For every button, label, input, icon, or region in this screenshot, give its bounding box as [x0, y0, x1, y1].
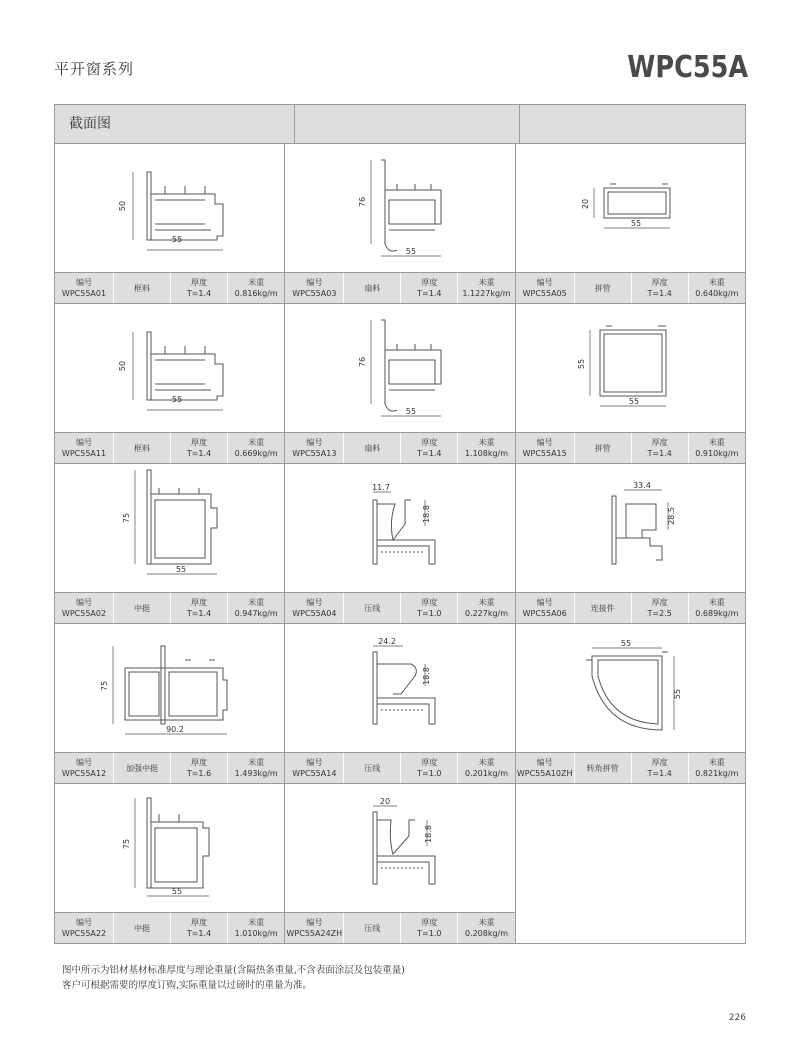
- profile-section-svg: [55, 464, 285, 592]
- profile-section-svg: [285, 784, 515, 912]
- profile-weight: 0.821kg/m: [695, 769, 739, 778]
- table-row: [55, 784, 745, 943]
- model-title: WPC55A: [627, 50, 748, 85]
- profile-cell: [285, 304, 515, 464]
- dimension-label: 24.2: [378, 637, 397, 646]
- section-title: 截面图: [55, 105, 295, 143]
- code-col: [285, 273, 344, 303]
- profile-cell: [285, 464, 515, 624]
- profile-section-svg: [516, 624, 746, 752]
- weight-label: 米重: [248, 918, 265, 927]
- code-label: 编号: [306, 918, 323, 927]
- thickness-col: [171, 753, 228, 783]
- code-col: [55, 753, 114, 783]
- profile-info: [516, 592, 745, 624]
- profile-thickness: T=1.4: [647, 449, 672, 458]
- dimension-label: 55: [620, 639, 631, 648]
- thickness-col: [171, 593, 228, 623]
- profile-drawing: [285, 144, 514, 272]
- profile-drawing: [55, 624, 284, 752]
- code-label: 编号: [76, 918, 92, 927]
- weight-label: 米重: [708, 278, 725, 287]
- profile-weight: 0.910kg/m: [695, 449, 739, 458]
- code-col: [285, 433, 344, 463]
- thickness-label: 厚度: [191, 598, 207, 607]
- profile-cell: [285, 784, 515, 943]
- profile-info: [55, 752, 284, 784]
- dimension-label: 55: [171, 887, 183, 896]
- profile-name: 扇料: [364, 443, 381, 453]
- table-row: [55, 464, 745, 624]
- profile-cell: [55, 464, 285, 624]
- weight-label: 米重: [478, 438, 495, 447]
- thickness-label: 厚度: [651, 278, 668, 287]
- dimension-label: 55: [406, 407, 417, 416]
- thickness-label: 厚度: [421, 918, 438, 927]
- weight-label: 米重: [248, 278, 265, 287]
- profile-name: 框料: [134, 443, 150, 453]
- profile-drawing: [285, 624, 514, 752]
- profile-weight: 1.1227kg/m: [462, 289, 511, 298]
- profile-section-svg: [516, 144, 746, 272]
- profile-drawing: [55, 304, 284, 432]
- profile-thickness: T=1.4: [186, 929, 212, 938]
- profile-code: WPC55A04: [292, 609, 337, 618]
- profile-cell: [55, 144, 285, 304]
- weight-col: [458, 753, 514, 783]
- thickness-label: 厚度: [651, 438, 668, 447]
- code-label: 编号: [306, 598, 323, 607]
- thickness-label: 厚度: [421, 598, 438, 607]
- profile-name: 连接件: [590, 603, 615, 613]
- profile-cell: [55, 304, 285, 464]
- code-col: [55, 913, 114, 943]
- profile-drawing: [516, 304, 745, 432]
- thickness-col: [401, 273, 458, 303]
- thickness-col: [171, 433, 228, 463]
- profile-thickness: T=1.6: [186, 769, 212, 778]
- dimension-label: 55: [171, 235, 183, 244]
- note-line: 图中所示为铝材基材标准厚度与理论重量(含隔热条重量,不含表面涂层及包装重量): [62, 965, 405, 976]
- profile-code: WPC55A11: [61, 449, 107, 458]
- thickness-col: [171, 913, 228, 943]
- name-col: [575, 593, 632, 623]
- profile-name: 转角拼管: [586, 763, 619, 773]
- profile-name: 加强中挺: [126, 763, 158, 773]
- code-col: [55, 433, 114, 463]
- profile-drawing: [55, 144, 284, 272]
- name-col: [344, 753, 401, 783]
- weight-col: [689, 753, 745, 783]
- weight-label: 米重: [248, 598, 265, 607]
- profile-info: [285, 272, 514, 304]
- dimension-label: 18.8: [424, 825, 434, 843]
- code-label: 编号: [306, 278, 323, 287]
- dimension-label: 55: [576, 358, 586, 370]
- profile-info: [55, 272, 284, 304]
- profile-thickness: T=1.0: [417, 769, 442, 778]
- profile-thickness: T=1.4: [417, 449, 442, 458]
- dimension-label: 90.2: [166, 725, 184, 734]
- name-col: [114, 913, 171, 943]
- thickness-label: 厚度: [191, 438, 207, 447]
- code-label: 编号: [76, 598, 92, 607]
- name-col: [344, 593, 401, 623]
- thickness-col: [401, 913, 458, 943]
- name-col: [344, 273, 401, 303]
- profile-name: 压线: [364, 603, 381, 613]
- profile-name: 扇料: [364, 283, 381, 293]
- weight-col: [689, 273, 745, 303]
- dimension-label: 18.8: [422, 505, 432, 523]
- dimension-label: 75: [100, 680, 109, 692]
- profile-info: [55, 432, 284, 464]
- code-label: 编号: [306, 438, 323, 447]
- thickness-col: [401, 593, 458, 623]
- code-label: 编号: [76, 758, 92, 767]
- profile-drawing: [55, 784, 284, 912]
- code-label: 编号: [536, 758, 553, 767]
- weight-label: 米重: [708, 438, 725, 447]
- table-row: [55, 144, 745, 304]
- profile-info: [285, 912, 514, 943]
- profile-info: [516, 912, 745, 942]
- profile-weight: 0.201kg/m: [464, 769, 509, 778]
- profile-cell: [516, 784, 745, 943]
- weight-col: [228, 273, 284, 303]
- profile-section-svg: [516, 464, 746, 592]
- thickness-label: 厚度: [651, 758, 668, 767]
- thickness-label: 厚度: [421, 758, 438, 767]
- profile-code: WPC55A24ZH: [286, 929, 343, 938]
- dimension-label: 75: [122, 512, 131, 524]
- weight-label: 米重: [478, 598, 495, 607]
- profile-code: WPC55A13: [292, 449, 337, 458]
- name-col: [114, 753, 171, 783]
- table-row: [55, 304, 745, 464]
- profile-name: 拼管: [594, 283, 611, 293]
- profile-table: [54, 104, 746, 944]
- thickness-label: 厚度: [421, 278, 438, 287]
- weight-col: [228, 433, 284, 463]
- profile-drawing: [516, 624, 745, 752]
- name-col: [575, 273, 632, 303]
- dimension-label: 33.4: [632, 481, 651, 490]
- profile-info: [285, 432, 514, 464]
- code-col: [516, 753, 575, 783]
- profile-code: WPC55A10ZH: [516, 769, 573, 778]
- note-line: 客户可根据需要的厚度订购,实际重量以过磅时的重量为准。: [62, 980, 313, 991]
- dimension-label: 55: [171, 395, 183, 404]
- profile-thickness: T=1.4: [186, 449, 212, 458]
- dimension-label: 55: [630, 219, 641, 228]
- profile-cell: [516, 624, 745, 784]
- profile-info: [516, 432, 745, 464]
- thickness-col: [632, 593, 689, 623]
- table-header: [55, 105, 745, 144]
- profile-section-svg: [55, 624, 285, 752]
- profile-section-svg: [285, 144, 515, 272]
- notes: [62, 963, 405, 993]
- dimension-label: 20: [580, 198, 590, 210]
- profile-drawing: [285, 464, 514, 592]
- thickness-label: 厚度: [191, 918, 207, 927]
- profile-cell: [516, 464, 745, 624]
- name-col: [344, 913, 401, 943]
- code-label: 编号: [306, 758, 323, 767]
- profile-code: WPC55A01: [61, 289, 107, 298]
- profile-cell: [55, 624, 285, 784]
- dimension-label: 55: [672, 688, 682, 700]
- dimension-label: 50: [118, 200, 127, 212]
- dimension-label: 55: [175, 565, 187, 574]
- profile-info: [285, 752, 514, 784]
- thickness-col: [632, 433, 689, 463]
- profile-drawing: [516, 464, 745, 592]
- table-row: [55, 624, 745, 784]
- dimension-label: 55: [628, 397, 639, 406]
- profile-cell: [285, 624, 515, 784]
- thickness-label: 厚度: [191, 278, 207, 287]
- profile-cell: [516, 144, 745, 304]
- profile-weight: 0.816kg/m: [234, 289, 278, 298]
- profile-section-svg: [516, 304, 746, 432]
- profile-code: WPC55A12: [61, 769, 107, 778]
- profile-thickness: T=1.4: [647, 769, 672, 778]
- profile-drawing: [516, 144, 745, 272]
- profile-weight: 1.010kg/m: [234, 929, 278, 938]
- dimension-label: 76: [358, 356, 368, 368]
- profile-section-svg: [55, 144, 285, 272]
- profile-thickness: T=1.4: [186, 609, 212, 618]
- profile-thickness: T=1.4: [186, 289, 212, 298]
- weight-col: [228, 913, 284, 943]
- profile-weight: 0.689kg/m: [695, 609, 739, 618]
- code-col: [516, 433, 575, 463]
- code-col: [516, 593, 575, 623]
- profile-section-svg: [55, 784, 285, 912]
- code-col: [516, 273, 575, 303]
- code-label: 编号: [536, 278, 553, 287]
- profile-name: 压线: [364, 763, 381, 773]
- code-col: [285, 593, 344, 623]
- weight-label: 米重: [708, 598, 725, 607]
- code-label: 编号: [536, 438, 553, 447]
- profile-drawing: [516, 784, 745, 912]
- name-col: [575, 433, 632, 463]
- profile-info: [285, 592, 514, 624]
- name-col: [114, 273, 171, 303]
- profile-code: WPC55A06: [522, 609, 567, 618]
- profile-thickness: T=1.4: [417, 289, 442, 298]
- code-col: [285, 753, 344, 783]
- profile-drawing: [55, 464, 284, 592]
- weight-label: 米重: [478, 918, 495, 927]
- dimension-label: 20: [380, 797, 391, 806]
- weight-col: [689, 433, 745, 463]
- profile-weight: 1.493kg/m: [234, 769, 278, 778]
- profile-weight: 0.227kg/m: [464, 609, 509, 618]
- profile-info: [55, 912, 284, 943]
- series-title: 平开窗系列: [54, 60, 135, 78]
- profile-drawing: [285, 784, 514, 912]
- weight-col: [228, 753, 284, 783]
- thickness-label: 厚度: [191, 758, 207, 767]
- profile-section-svg: [285, 624, 515, 752]
- profile-drawing: [285, 304, 514, 432]
- code-label: 编号: [76, 438, 92, 447]
- profile-code: WPC55A03: [292, 289, 337, 298]
- weight-label: 米重: [478, 758, 495, 767]
- profile-name: 框料: [134, 283, 150, 293]
- profile-info: [516, 752, 745, 784]
- profile-thickness: T=1.0: [417, 609, 442, 618]
- page-number: 226: [728, 1013, 746, 1023]
- name-col: [344, 433, 401, 463]
- profile-section-svg: [285, 304, 515, 432]
- thickness-col: [632, 753, 689, 783]
- profile-weight: 0.208kg/m: [464, 929, 509, 938]
- weight-col: [458, 273, 514, 303]
- profile-section-svg: [55, 304, 285, 432]
- profile-name: 压线: [364, 923, 381, 933]
- profile-thickness: T=2.5: [647, 609, 672, 618]
- name-col: [575, 753, 632, 783]
- weight-col: [458, 593, 514, 623]
- profile-code: WPC55A14: [292, 769, 337, 778]
- profile-thickness: T=1.0: [417, 929, 442, 938]
- profile-thickness: T=1.4: [647, 289, 672, 298]
- weight-col: [228, 593, 284, 623]
- dimension-label: 75: [122, 838, 131, 850]
- profile-name: 中挺: [134, 603, 150, 613]
- weight-label: 米重: [708, 758, 725, 767]
- profile-weight: 0.640kg/m: [695, 289, 739, 298]
- code-col: [55, 593, 114, 623]
- profile-code: WPC55A15: [522, 449, 567, 458]
- profile-name: 拼管: [594, 443, 611, 453]
- weight-col: [458, 913, 514, 943]
- dimension-label: 76: [358, 196, 368, 208]
- profile-name: 中挺: [134, 923, 150, 933]
- thickness-col: [632, 273, 689, 303]
- thickness-label: 厚度: [421, 438, 438, 447]
- dimension-label: 55: [406, 247, 417, 256]
- thickness-col: [401, 433, 458, 463]
- code-col: [55, 273, 114, 303]
- weight-label: 米重: [248, 438, 265, 447]
- profile-info: [516, 272, 745, 304]
- profile-cell: [516, 304, 745, 464]
- dimension-label: 11.7: [372, 483, 391, 492]
- profile-weight: 0.669kg/m: [234, 449, 278, 458]
- dimension-label: 50: [118, 360, 127, 372]
- code-label: 编号: [76, 278, 92, 287]
- profile-cell: [285, 144, 515, 304]
- weight-label: 米重: [248, 758, 265, 767]
- code-col: [285, 913, 344, 943]
- thickness-col: [401, 753, 458, 783]
- thickness-col: [171, 273, 228, 303]
- dimension-label: 18.8: [422, 667, 432, 685]
- profile-section-svg: [285, 464, 515, 592]
- profile-code: WPC55A05: [522, 289, 567, 298]
- profile-code: WPC55A22: [61, 929, 107, 938]
- name-col: [114, 433, 171, 463]
- weight-label: 米重: [478, 278, 495, 287]
- name-col: [114, 593, 171, 623]
- dimension-label: 28.5: [666, 507, 676, 525]
- weight-col: [689, 593, 745, 623]
- profile-cell: [55, 784, 285, 943]
- weight-col: [458, 433, 514, 463]
- profile-code: WPC55A02: [61, 609, 107, 618]
- profile-weight: 1.108kg/m: [464, 449, 509, 458]
- code-label: 编号: [536, 598, 553, 607]
- profile-info: [55, 592, 284, 624]
- profile-weight: 0.947kg/m: [234, 609, 278, 618]
- thickness-label: 厚度: [651, 598, 668, 607]
